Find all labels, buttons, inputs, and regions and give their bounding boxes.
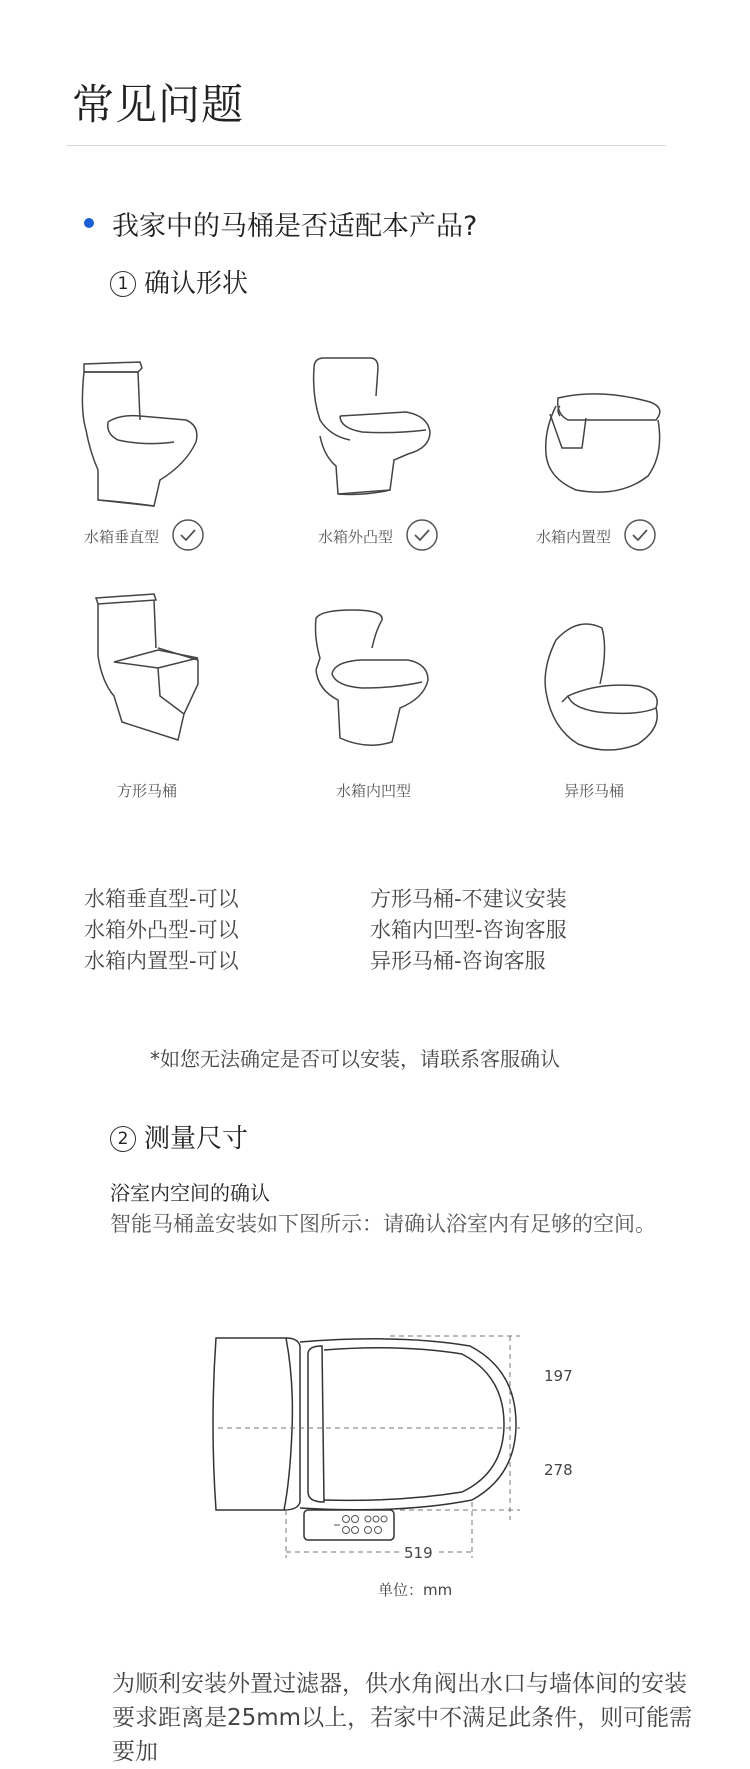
shape-caption: 水箱垂直型	[84, 528, 160, 546]
results-right-list	[370, 884, 567, 977]
space-check-title: 浴室内空间的确认	[110, 1181, 270, 1205]
step-1-heading	[110, 263, 248, 300]
faq-question: 我家中的马桶是否适配本产品?	[112, 211, 478, 242]
toilet-built-in-tank-illustration	[540, 390, 668, 500]
results-left-list	[84, 884, 239, 977]
result-item: 水箱外凸型-可以	[84, 918, 239, 942]
shape-caption: 异形马桶	[564, 782, 625, 800]
step-number: 2	[110, 1126, 136, 1152]
unit-label: 单位：mm	[378, 1581, 453, 1599]
space-check-description: 智能马桶盖安装如下图所示：请确认浴室内有足够的空间。	[110, 1212, 656, 1236]
step-number: 1	[110, 271, 136, 297]
toilet-vertical-tank-illustration	[78, 360, 208, 510]
page-title: 常见问题	[72, 80, 245, 129]
step-label: 确认形状	[144, 269, 249, 299]
shape-caption: 水箱外凸型	[318, 528, 394, 546]
result-item: 异形马桶-咨询客服	[370, 949, 546, 973]
shape-caption: 方形马桶	[117, 782, 178, 800]
installation-paragraph: 为顺利安装外置过滤器，供水角阀出水口与墙体间的安装要求距离是25mm以上，若家中不满足此条件，则可能需要加	[112, 1671, 693, 1765]
result-item: 水箱内置型-可以	[84, 949, 239, 973]
dimension-label-top: 197	[544, 1367, 573, 1385]
step-label: 测量尺寸	[144, 1124, 249, 1154]
title-divider	[66, 145, 666, 146]
bullet-dot	[84, 218, 94, 228]
check-icon	[624, 519, 656, 551]
toilet-irregular-illustration	[538, 620, 662, 760]
check-icon	[172, 519, 204, 551]
result-item: 方形马桶-不建议安装	[370, 887, 567, 911]
check-icon	[406, 519, 438, 551]
dimension-label-width: 519	[400, 1544, 437, 1562]
shape-caption: 水箱内置型	[536, 528, 612, 546]
toilet-protruding-tank-illustration	[310, 356, 436, 506]
toilet-square-illustration	[94, 592, 206, 744]
toilet-recessed-tank-illustration	[312, 608, 434, 756]
result-item: 水箱内凹型-咨询客服	[370, 918, 567, 942]
shape-caption: 水箱内凹型	[336, 782, 412, 800]
result-item: 水箱垂直型-可以	[84, 887, 239, 911]
step-2-heading	[110, 1118, 248, 1155]
dimension-label-bottom: 278	[544, 1461, 573, 1479]
toilet-seat-dimension-diagram	[200, 1320, 580, 1580]
support-note: *如您无法确定是否可以安装，请联系客服确认	[150, 1047, 560, 1071]
